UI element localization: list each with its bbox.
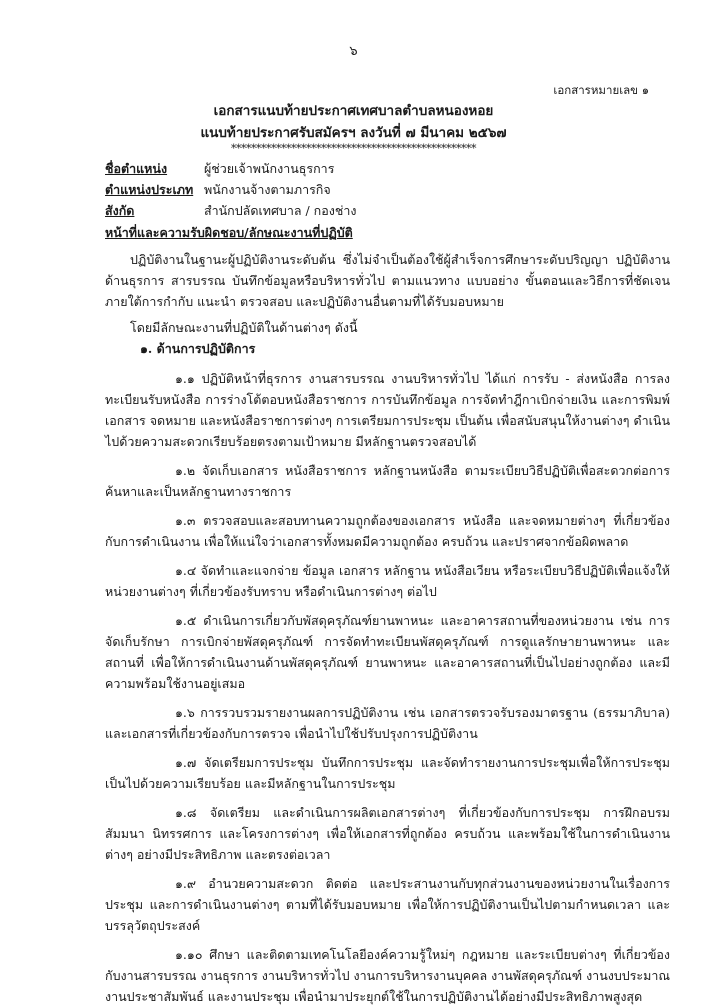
duty-item-1-2: ๑.๒ จัดเก็บเอกสาร หนังสือราชการ หลักฐานหนังสือ ตามระเบียบวิธีปฏิบัติเพื่อสะดวกต่อการค้นหาและเป็นหลักฐานทางราชการ bbox=[105, 463, 670, 499]
star-divider: ************************************************* bbox=[231, 142, 476, 155]
field-department bbox=[105, 200, 670, 221]
document-body bbox=[105, 158, 670, 1007]
duty-item-1-3: ๑.๓ ตรวจสอบและสอบทานความถูกต้องของเอกสาร หนังสือ และจดหมายต่างๆ ที่เกี่ยวข้องกับการดำเนินงาน เพื่อให้แน่ใจว่าเอกสารทั้งหมดมีความถูกต้อง ครบถ้วน และปราศจากข้อผิดพลาด bbox=[105, 513, 670, 549]
header-line-1: เอกสารแนบท้ายประกาศเทศบาลตำบลหนองหอย bbox=[213, 103, 494, 119]
attachment-label: เอกสารหมายเลข ๑ bbox=[553, 83, 649, 97]
field-value: พนักงานจ้างตามภารกิจ bbox=[203, 182, 331, 197]
duties-heading: หน้าที่และความรับผิดชอบ/ลักษณะงานที่ปฏิบัติ bbox=[105, 225, 353, 240]
duty-item-1-1: ๑.๑ ปฏิบัติหน้าที่ธุรการ งานสารบรรณ งานบริหารทั่วไป ได้แก่ การรับ - ส่งหนังสือ การลงทะเบียนรับหนังสือ การร่างโต้ตอบหนังสือราชการ การบันทึกข้อมูล การจัดทำฎีกาเบิกจ่ายเงิน และการพิมพ์เอกสาร จดหมาย และหนังสือราชการต่างๆ การเตรียมการประชุม เป็นต้น เพื่อสนับสนุนให้งานต่างๆ ดำเนินไปด้วยความสะดวกเรียบร้อยตรงตามเป้าหมาย มีหลักฐานตรวจสอบได้ bbox=[105, 371, 670, 449]
duty-item-1-7: ๑.๗ จัดเตรียมการประชุม บันทึกการประชุม และจัดทำรายงานการประชุมเพื่อให้การประชุมเป็นไปด้วยความเรียบร้อย และมีหลักฐานในการประชุม bbox=[105, 755, 670, 791]
intro-paragraph: ปฏิบัติงานในฐานะผู้ปฏิบัติงานระดับต้น ซึ่งไม่จำเป็นต้องใช้ผู้สำเร็จการศึกษาระดับปริญญา ปฏิบัติงานด้านธุรการ สารบรรณ บันทึกข้อมูลหรือบริหารทั่วไป ตามแนวทาง แบบอย่าง ขั้นตอนและวิธีการที่ชัดเจน ภายใต้การกำกับ แนะนำ ตรวจสอบ และปฏิบัติงานอื่นตามที่ได้รับมอบหมาย bbox=[105, 252, 670, 309]
duty-item-1-8: ๑.๘ จัดเตรียม และดำเนินการผลิตเอกสารต่างๆ ที่เกี่ยวข้องกับการประชุม การฝึกอบรม สัมมนา นิทรรศการ และโครงการต่างๆ เพื่อให้เอกสารที่ถูกต้อง ครบถ้วน และพร้อมใช้ในการดำเนินงานต่างๆ อย่างมีประสิทธิภาพ และตรงต่อเวลา bbox=[105, 805, 670, 862]
duty-item-1-6: ๑.๖ การรวบรวมรายงานผลการปฏิบัติงาน เช่น เอกสารตรวจรับรองมาตรฐาน (ธรรมาภิบาล) และเอกสารที่เกี่ยวข้องกับการตรวจ เพื่อนำไปใช้ปรับปรุงการปฏิบัติงาน bbox=[105, 705, 670, 741]
field-value: สำนักปลัดเทศบาล / กองช่าง bbox=[203, 203, 357, 218]
field-label: ตำแหน่งประเภท bbox=[105, 182, 194, 197]
field-label: ชื่อตำแหน่ง bbox=[105, 161, 168, 176]
duty-item-1-9: ๑.๙ อำนวยความสะดวก ติดต่อ และประสานงานกับทุกส่วนงานของหน่วยงานในเรื่องการประชุม และการดำเนินงานต่างๆ ตามที่ได้รับมอบหมาย เพื่อให้การปฏิบัติงานเป็นไปตามกำหนดเวลา และบรรลุวัตถุประสงค์ bbox=[105, 876, 670, 933]
duty-item-1-10: ๑.๑๐ ศึกษา และติดตามเทคโนโลยีองค์ความรู้ใหม่ๆ กฎหมาย และระเบียบต่างๆ ที่เกี่ยวข้องกับงานสารบรรณ งานธุรการ งานบริหารทั่วไป งานการบริหารงานบุคคล งานพัสดุครุภัณฑ์ งานงบประมาณ งานประชาสัมพันธ์ และงานประชุม เพื่อนำมาประยุกต์ใช้ในการปฏิบัติงานได้อย่างมีประสิทธิภาพสูงสุด bbox=[105, 947, 670, 1004]
duty-item-1-4: ๑.๔ จัดทำและแจกจ่าย ข้อมูล เอกสาร หลักฐาน หนังสือเวียน หรือระเบียบวิธีปฏิบัติเพื่อแจ้งให้หน่วยงานต่างๆ ที่เกี่ยวข้องรับทราบ หรือดำเนินการต่างๆ ต่อไป bbox=[105, 563, 670, 599]
document-header bbox=[0, 100, 707, 144]
field-position-type bbox=[105, 179, 670, 200]
section-title: ๑. ด้านการปฏิบัติการ bbox=[140, 341, 256, 356]
page-number: ๖ bbox=[349, 44, 358, 59]
lead-paragraph: โดยมีลักษณะงานที่ปฏิบัติในด้านต่างๆ ดังนี้ bbox=[130, 320, 358, 335]
header-line-2: แนบท้ายประกาศรับสมัครฯ ลงวันที่ ๗ มีนาคม ๒๕๖๗ bbox=[200, 125, 507, 141]
field-label: สังกัด bbox=[105, 203, 135, 218]
duty-item-1-5: ๑.๕ ดำเนินการเกี่ยวกับพัสดุครุภัณฑ์ยานพาหนะ และอาคารสถานที่ของหน่วยงาน เช่น การจัดเก็บรักษา การเบิกจ่ายพัสดุครุภัณฑ์ การจัดทำทะเบียนพัสดุครุภัณฑ์ การดูแลรักษายานพาหนะ และสถานที่ เพื่อให้การดำเนินงานด้านพัสดุครุภัณฑ์ ยานพาหนะ และอาคารสถานที่เป็นไปอย่างถูกต้อง และมีความพร้อมใช้งานอยู่เสมอ bbox=[105, 613, 670, 691]
field-value: ผู้ช่วยเจ้าพนักงานธุรการ bbox=[203, 161, 335, 176]
field-position-name bbox=[105, 158, 670, 179]
